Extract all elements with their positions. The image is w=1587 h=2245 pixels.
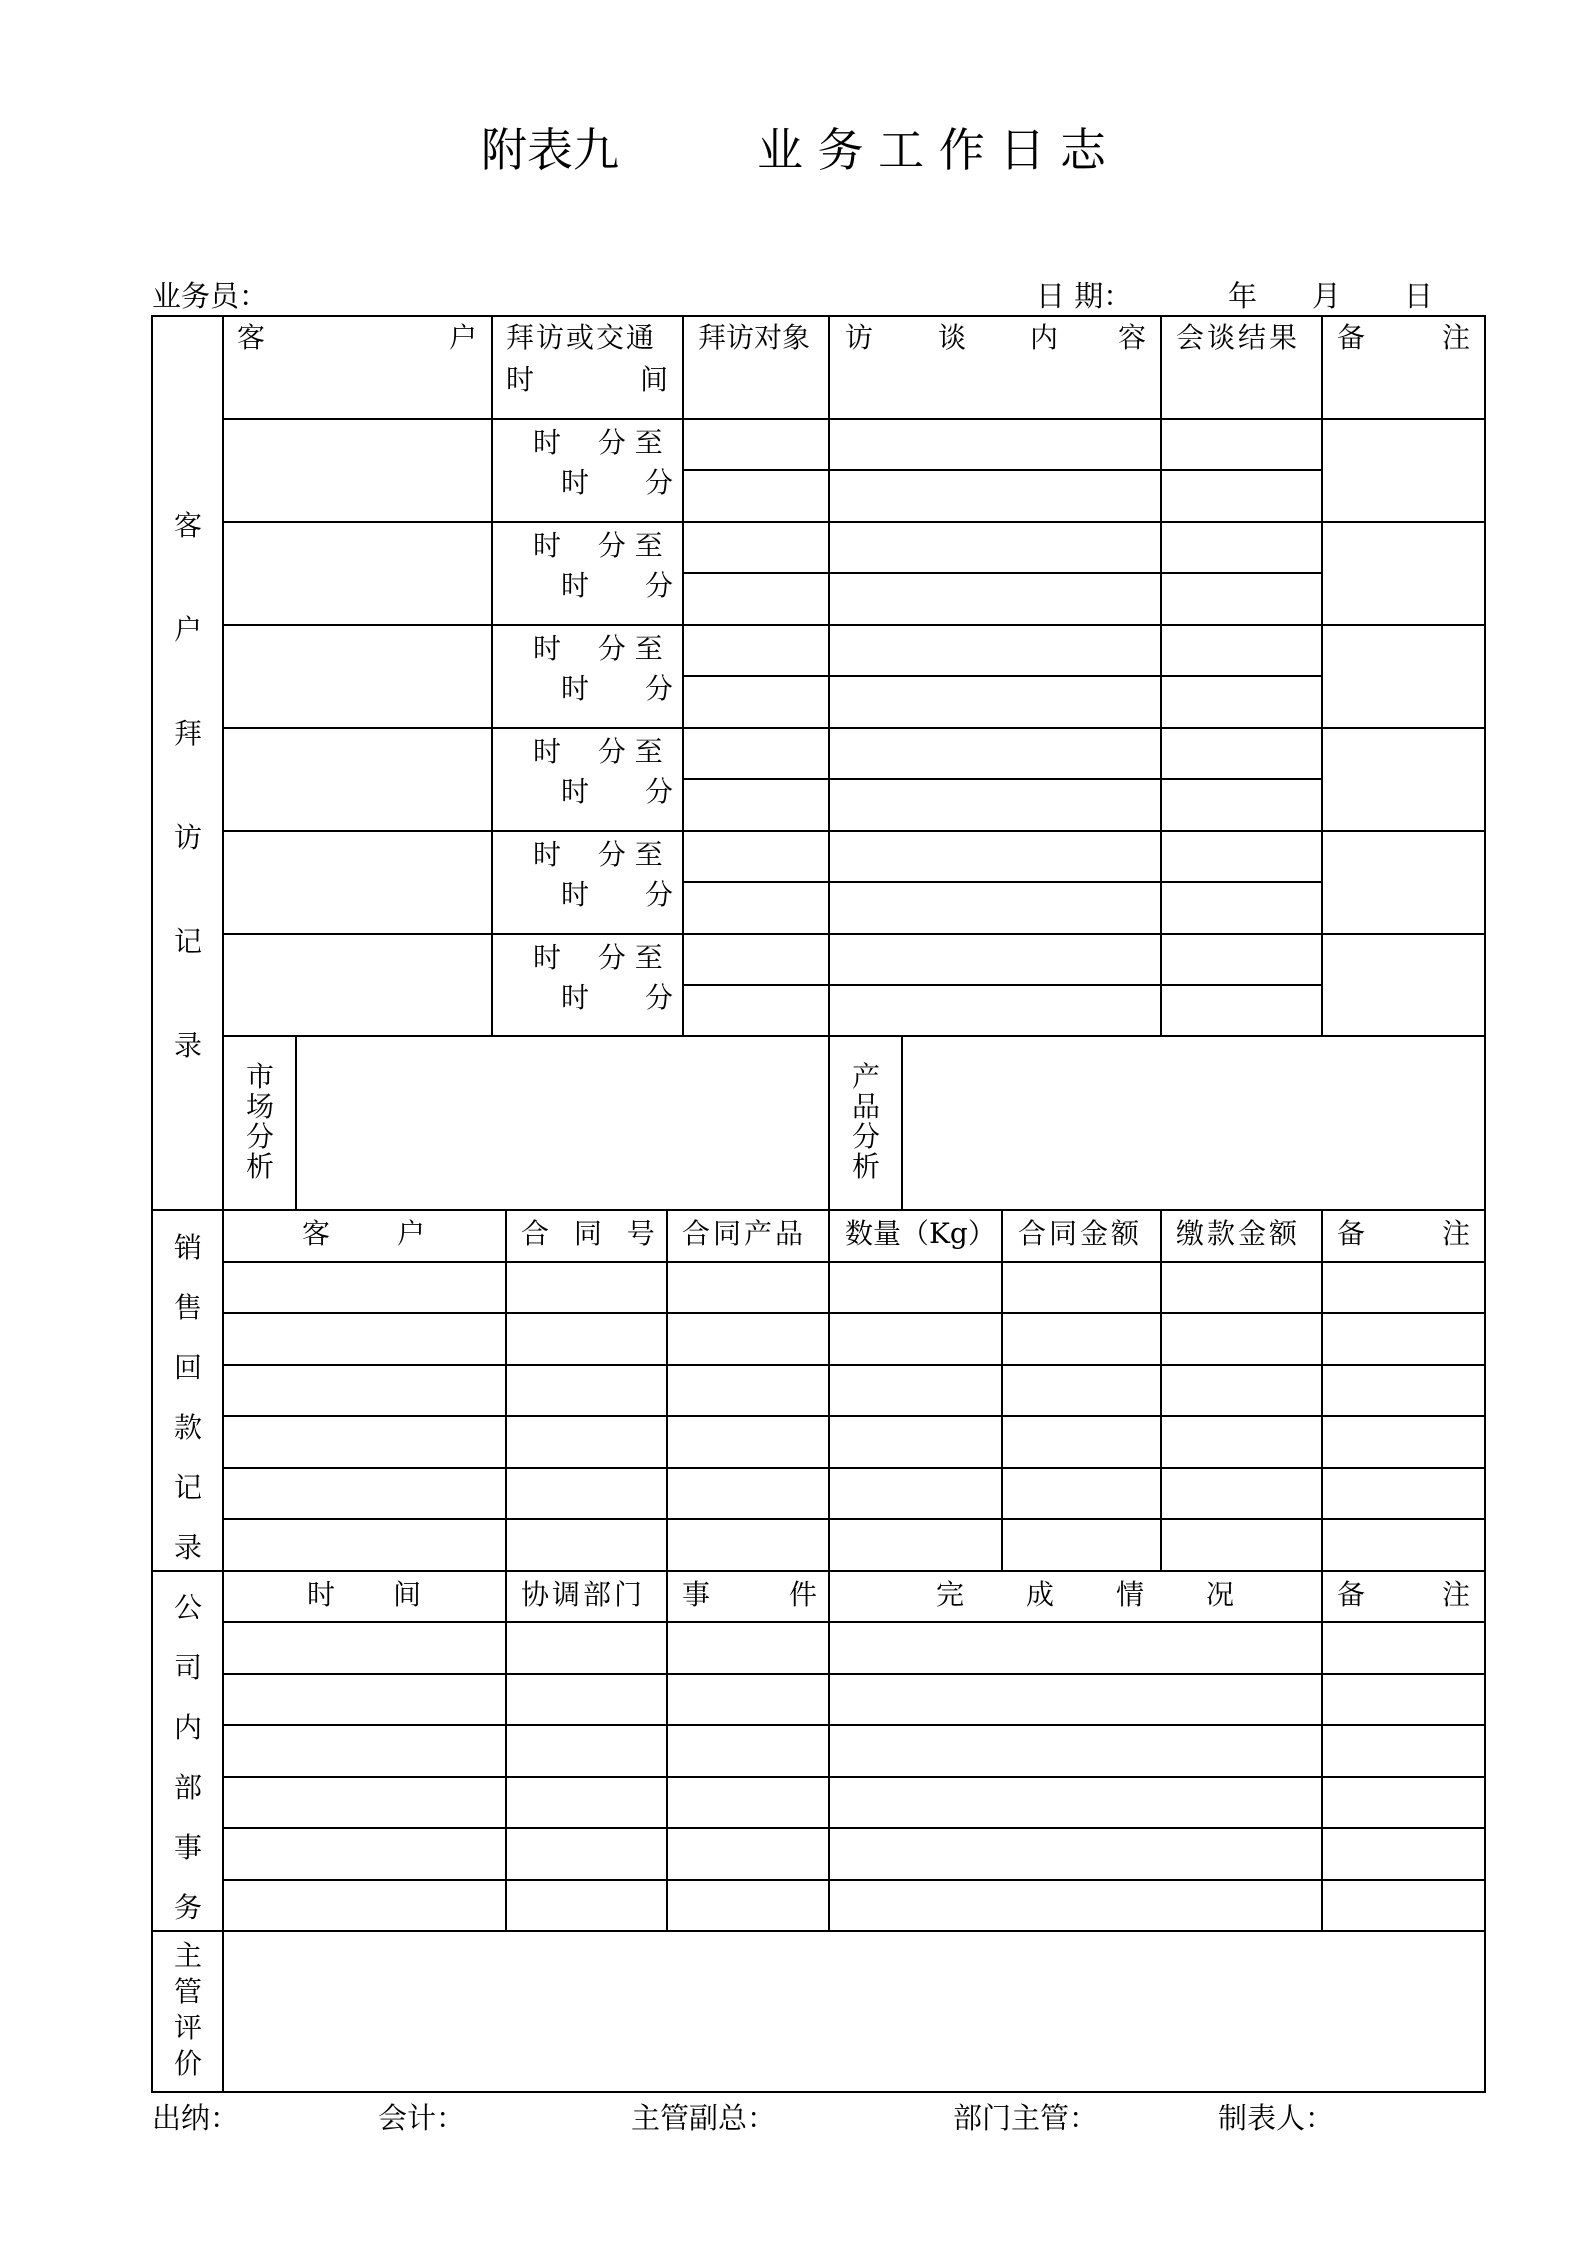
visit-group-line-6 [222, 1035, 1486, 1037]
visit-time-slot-4b: 时 分 [561, 775, 674, 808]
internal-header-remark-a: 备 [1337, 1578, 1366, 1611]
dept-head-label: 部门主管： [953, 2101, 1099, 2135]
visit-col-1 [491, 315, 493, 1036]
internal-header-event-b: 件 [789, 1578, 818, 1611]
visit-group-line-2 [222, 624, 1486, 626]
date-label: 日 期： [1036, 279, 1133, 313]
internal-col-3 [828, 1570, 830, 1931]
internal-row-line-2 [222, 1724, 1486, 1726]
sales-col-3 [828, 1209, 830, 1570]
sales-row-line-5 [222, 1518, 1486, 1520]
sales-col-2 [666, 1209, 668, 1570]
sales-col-1 [505, 1209, 507, 1570]
visit-header-content-2: 谈 [938, 321, 967, 354]
visit-section-label: 客 户 拜 访 记 录 [173, 509, 202, 1062]
visit-col-4 [1160, 315, 1162, 1036]
visit-time-slot-6b: 时 分 [561, 981, 674, 1014]
sales-section-label: 销 售 回 款 记 录 [173, 1231, 202, 1564]
sales-header-customer-a: 客 [302, 1217, 331, 1250]
sales-header-contract-no: 合 同 号 [521, 1217, 663, 1250]
visit-time-slot-1b: 时 分 [561, 466, 674, 499]
deputy-label: 主管副总： [631, 2101, 777, 2135]
visit-header-time-line2b: 间 [640, 363, 669, 396]
visit-time-slot-2a: 时 分 至 [533, 529, 663, 562]
cashier-label: 出纳： [152, 2101, 240, 2135]
sales-row-line-3 [222, 1415, 1486, 1417]
day-label: 日 [1404, 279, 1434, 313]
sales-row-line-1 [222, 1312, 1486, 1314]
visit-header-time-line2a: 时 [506, 363, 535, 396]
market-analysis-divider [295, 1035, 297, 1209]
internal-header-event-a: 事 [682, 1578, 711, 1611]
visit-group-line-3 [222, 727, 1486, 729]
review-section-label: 主 管 评 价 [173, 1939, 202, 2080]
month-label: 月 [1312, 279, 1342, 313]
year-label: 年 [1228, 279, 1258, 313]
visit-subrow-4 [682, 778, 1322, 780]
sales-row-line-2 [222, 1364, 1486, 1366]
visit-header-remark-a: 备 [1337, 321, 1366, 354]
visit-header-content-1: 访 [845, 321, 874, 354]
visit-header-target: 拜访对象 [698, 321, 811, 354]
visit-subrow-5 [682, 881, 1322, 883]
border-bottom [151, 2091, 1486, 2093]
visit-col-3 [828, 315, 830, 1209]
visit-time-slot-3a: 时 分 至 [533, 632, 663, 665]
visit-header-remark-b: 注 [1442, 321, 1471, 354]
internal-header-status: 完 成 情 况 [936, 1578, 1237, 1611]
visit-group-line-1 [222, 521, 1486, 523]
visit-time-slot-1a: 时 分 至 [533, 426, 663, 459]
visit-time-slot-4a: 时 分 至 [533, 735, 663, 768]
sales-section-bottom [151, 1570, 1486, 1572]
visit-time-slot-5a: 时 分 至 [533, 838, 663, 871]
internal-row-line-5 [222, 1879, 1486, 1881]
visit-time-slot-6a: 时 分 至 [533, 941, 663, 974]
product-analysis-label: 产 品 分 析 [851, 1060, 880, 1183]
market-analysis-label: 市 场 分 析 [245, 1060, 274, 1183]
visit-header-content-3: 内 [1030, 321, 1059, 354]
visit-group-line-4 [222, 830, 1486, 832]
border-left [151, 315, 153, 2093]
internal-section-bottom [151, 1930, 1486, 1932]
visit-section-bottom [151, 1209, 1486, 1211]
internal-col-1 [505, 1570, 507, 1931]
internal-row-line-4 [222, 1827, 1486, 1829]
sales-col-5 [1160, 1209, 1162, 1570]
internal-header-remark-b: 注 [1442, 1578, 1471, 1611]
internal-section-label: 公 司 内 部 事 务 [173, 1591, 202, 1924]
visit-header-customer-b: 户 [449, 321, 478, 354]
sales-header-quantity: 数量（Kg） [845, 1217, 996, 1250]
internal-row-line-1 [222, 1673, 1486, 1675]
product-analysis-divider [901, 1035, 903, 1209]
visit-col-5 [1321, 315, 1323, 1036]
visit-header-customer-a: 客 [237, 321, 266, 354]
visit-subrow-6 [682, 984, 1322, 986]
visit-group-line-5 [222, 933, 1486, 935]
internal-header-bottom [222, 1621, 1486, 1623]
sales-header-bottom [222, 1261, 1486, 1263]
visit-header-result: 会谈结果 [1176, 321, 1301, 354]
visit-header-bottom [222, 418, 1486, 420]
sales-header-product: 合同产品 [682, 1217, 807, 1250]
salesman-label: 业务员： [152, 279, 269, 313]
internal-row-line-3 [222, 1776, 1486, 1778]
sales-header-customer-b: 户 [397, 1217, 426, 1250]
internal-col-4 [1321, 1570, 1323, 1931]
visit-header-time-line1: 拜访或交通 [506, 321, 657, 354]
internal-header-dept: 协调部门 [521, 1578, 646, 1611]
visit-time-slot-2b: 时 分 [561, 569, 674, 602]
sales-row-line-4 [222, 1467, 1486, 1469]
accountant-label: 会计： [378, 2101, 466, 2135]
preparer-label: 制表人： [1218, 2101, 1335, 2135]
visit-col-2 [682, 315, 684, 1036]
sales-header-payment: 缴款金额 [1176, 1217, 1301, 1250]
visit-time-slot-3b: 时 分 [561, 672, 674, 705]
sales-col-4 [1001, 1209, 1003, 1570]
visit-subrow-1 [682, 469, 1322, 471]
visit-header-content-4: 容 [1118, 321, 1147, 354]
visit-subrow-3 [682, 675, 1322, 677]
page-title: 附表九 业 务 工 作 日 志 [480, 123, 1107, 177]
border-top [151, 315, 1486, 317]
internal-col-2 [666, 1570, 668, 1931]
sales-col-6 [1321, 1209, 1323, 1570]
internal-header-time-a: 时 [307, 1578, 336, 1611]
visit-subrow-2 [682, 572, 1322, 574]
visit-time-slot-5b: 时 分 [561, 878, 674, 911]
sales-header-remark-a: 备 [1337, 1217, 1366, 1250]
internal-header-time-b: 间 [393, 1578, 422, 1611]
sales-header-amount: 合同金额 [1018, 1217, 1143, 1250]
sales-header-remark-b: 注 [1442, 1217, 1471, 1250]
